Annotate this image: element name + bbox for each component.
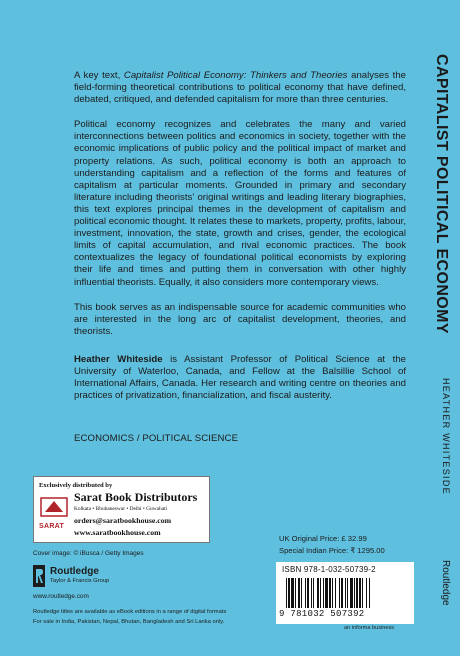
subject-category: ECONOMICS / POLITICAL SCIENCE bbox=[74, 433, 239, 444]
distributor-box bbox=[33, 476, 210, 543]
sale-restriction-note: For sale in India, Pakistan, Nepal, Bhutan, Bangladesh and Sri Lanka only. bbox=[33, 619, 225, 625]
author-bio bbox=[74, 354, 406, 402]
blurb-paragraph-main: Political economy recognizes and celebrates the many and varied interconnections between politics and economics in society, together with the economic implications of public policy and the political impact of market and property relations. As such, political economy is both an approach to understanding capitalism and a reflection of the forms and features of capitalism at particular moments. Grounded in primary and secondary literature including theorists’ original writings and leading literary biographies, this text explores principal themes in the development of capitalism and political economic thought. It relates these to markets, property, profits, labour, investment, innovation, the state, growth and crises, gender, the ecological limits of capital accumulation, and rival economic practices. The book contextualizes the legacy of foundational political economists by exploring their life and times and putting them in conversation with other highly influential theorists. Equally, it also considers more contemporary views. bbox=[74, 119, 406, 288]
distributor-email: orders@saratbookhouse.com bbox=[74, 516, 172, 525]
intro-lead: A key text, bbox=[74, 70, 121, 81]
informa-business-tag: an informa business bbox=[344, 625, 395, 631]
cover-credit: Cover image: © iBusca / Getty Images bbox=[33, 550, 144, 557]
blurb-paragraph-intro bbox=[74, 70, 406, 106]
spine-author: HEATHER WHITESIDE bbox=[441, 378, 451, 495]
author-name: Heather Whiteside bbox=[74, 353, 163, 365]
distributor-name: Sarat Book Distributors bbox=[74, 490, 198, 504]
isbn-digits: 9 781032 507392 bbox=[279, 609, 365, 619]
barcode-icon bbox=[286, 578, 410, 608]
spine-publisher: Routledge bbox=[440, 560, 451, 606]
routledge-subtitle: Taylor & Francis Group bbox=[50, 578, 110, 584]
author-bio-text: is Assistant Professor of Political Science at the University of Waterloo, Canada, and Fellow at the Balsillie School of International Affairs, Canada. Her research and writing centre on theories and practices of privatization, financialization, and fiscal austerity. bbox=[74, 353, 406, 402]
distributor-cities: Kolkata • Bhubaneswar • Delhi • Guwahati bbox=[74, 506, 168, 512]
sarat-logo-text: SARAT bbox=[39, 523, 65, 530]
spine-title: CAPITALIST POLITICAL ECONOMY bbox=[433, 54, 450, 334]
india-price: Special Indian Price: ₹ 1295.00 bbox=[279, 546, 385, 555]
ebook-note: Routledge titles are available as eBook editions in a range of digital formats bbox=[33, 609, 227, 615]
distributor-header: Exclusively distributed by bbox=[39, 482, 113, 489]
routledge-logo-icon bbox=[33, 565, 45, 587]
sarat-logo-icon bbox=[39, 496, 69, 518]
blurb bbox=[74, 70, 406, 415]
routledge-name: Routledge bbox=[50, 566, 99, 577]
routledge-url: www.routledge.com bbox=[33, 593, 89, 600]
uk-price: UK Original Price: £ 32.99 bbox=[279, 534, 367, 543]
book-title-italic: Capitalist Political Economy: Thinkers and Theories bbox=[123, 70, 348, 81]
barcode-box bbox=[276, 562, 414, 624]
isbn-label: ISBN 978-1-032-50739-2 bbox=[282, 565, 376, 574]
intro-rest: analyses the field-forming theoretical contributions to political economy that have defined, debated, critiqued, and defended capitalism for more than three centuries. bbox=[74, 70, 406, 106]
distributor-website: www.saratbookhouse.com bbox=[74, 528, 161, 537]
blurb-paragraph-audience: This book serves as an indispensable source for academic communities who are interested in the long arc of capitalist development, theories, and theorists. bbox=[74, 301, 406, 337]
